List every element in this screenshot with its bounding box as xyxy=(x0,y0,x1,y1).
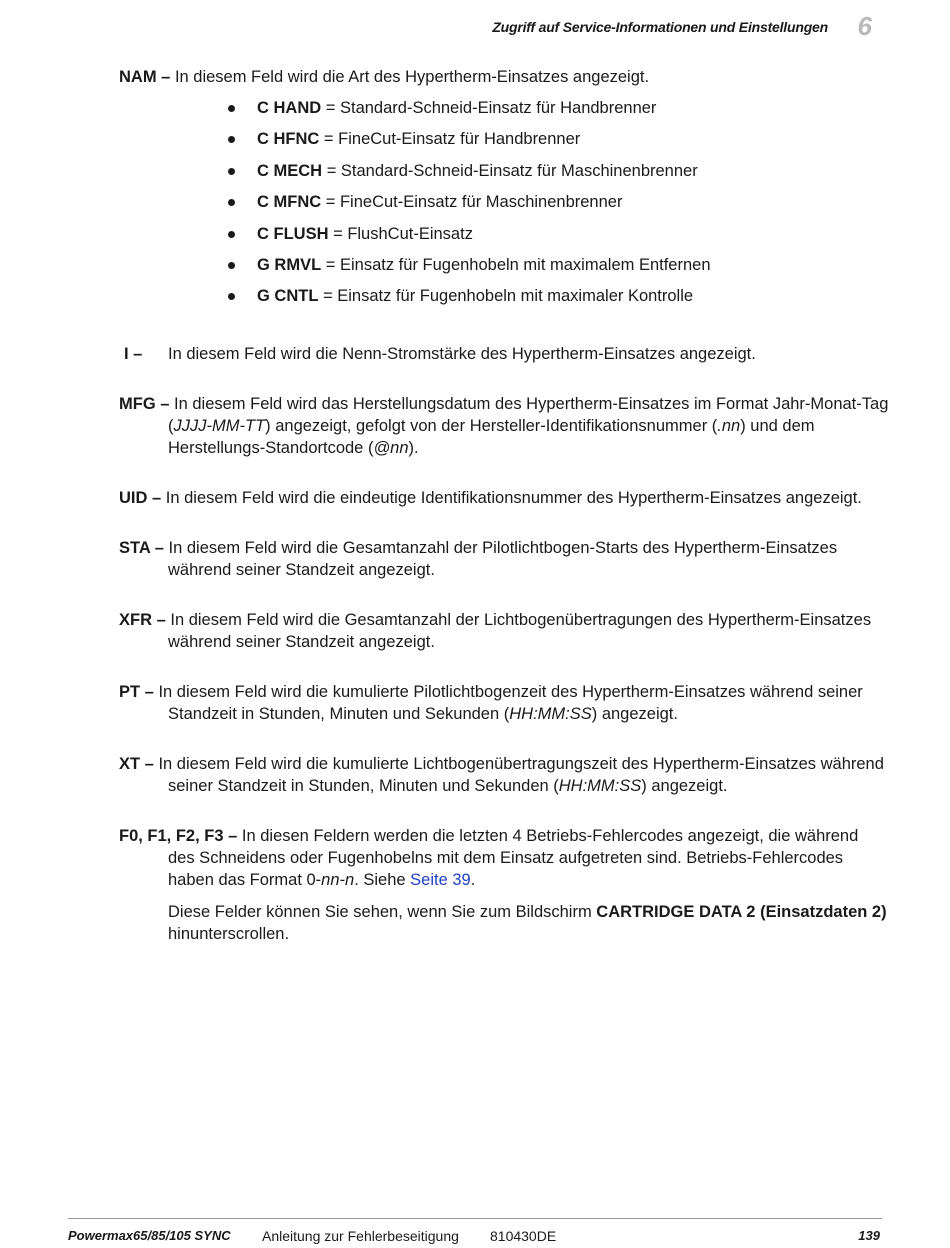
term-sta: STA – xyxy=(119,538,164,557)
xfr-description: In diesem Feld wird die Gesamtanzahl der Lichtbogenübertragungen des Hypertherm-Einsatzes während seiner Standzeit angezeigt. xyxy=(168,610,872,651)
entry-uid xyxy=(119,487,889,509)
type-code: C MECH xyxy=(257,161,323,180)
footer-page-number: 139 xyxy=(858,1228,880,1243)
footer-doc-code: 810430DE xyxy=(490,1228,557,1244)
term-pt: PT – xyxy=(119,682,154,701)
fault-codes-note xyxy=(168,901,889,945)
type-code: C FLUSH xyxy=(257,224,329,243)
type-desc: = Standard-Schneid-Einsatz für Handbrenner xyxy=(325,99,657,117)
list-item xyxy=(257,160,889,191)
screen-name: CARTRIDGE DATA 2 (Einsatzdaten 2) xyxy=(596,902,887,921)
footer-divider xyxy=(68,1218,882,1219)
term-mfg: MFG – xyxy=(119,394,170,413)
entry-sta xyxy=(119,537,889,581)
type-desc: = Einsatz für Fugenhobeln mit maximaler Kontrolle xyxy=(323,287,694,306)
term-i: I – xyxy=(124,344,143,363)
entry-xfr xyxy=(119,609,889,653)
list-item xyxy=(257,254,889,285)
pt-time-format: HH:MM:SS xyxy=(509,704,592,723)
term-uid: UID – xyxy=(119,488,162,507)
cartridge-type-list xyxy=(257,97,889,317)
entry-nam xyxy=(119,66,889,317)
f-code-format: nn-n xyxy=(321,870,355,889)
list-item xyxy=(257,223,889,254)
mfg-text-1: In diesem Feld wird das Herstellungsdatum des Hypertherm-Einsatzes im Format Jahr-Monat-Tag ( xyxy=(168,394,889,435)
type-code: G RMVL xyxy=(257,255,322,274)
entry-xt xyxy=(119,753,889,797)
list-item xyxy=(257,285,889,316)
type-code: G CNTL xyxy=(257,287,319,306)
type-code: C MFNC xyxy=(257,193,322,212)
page-link[interactable]: Seite 39 xyxy=(410,870,471,889)
i-description: In diesem Feld wird die Nenn-Stromstärke des Hypertherm-Einsatzes angezeigt. xyxy=(168,344,756,363)
entry-fault-codes xyxy=(119,825,889,945)
main-content xyxy=(119,66,889,973)
uid-description: In diesem Feld wird die eindeutige Identifikationsnummer des Hypertherm-Einsatzes angezeigt. xyxy=(165,488,862,507)
mfg-id-format: .nn xyxy=(717,416,741,435)
type-code: C HAND xyxy=(257,99,322,117)
pt-text-1: In diesem Feld wird die kumulierte Pilotlichtbogenzeit des Hypertherm-Einsatzes während seiner Standzeit in Stunden, Minuten und Sekunden ( xyxy=(158,682,863,723)
xt-time-format: HH:MM:SS xyxy=(558,776,642,795)
type-code: C HFNC xyxy=(257,130,320,149)
mfg-text-3: ) und dem Herstellungs-Standortcode ( xyxy=(168,416,815,457)
xt-text-2: ) angezeigt. xyxy=(641,776,728,795)
footer-guide-title: Anleitung zur Fehlerbeseitigung xyxy=(262,1228,459,1244)
f-text-3: . xyxy=(470,870,476,889)
chapter-number: 6 xyxy=(857,11,872,41)
type-desc: = Standard-Schneid-Einsatz für Maschinenbrenner xyxy=(326,161,698,180)
f-text-1: In diesen Feldern werden die letzten 4 Betriebs-Fehlercodes angezeigt, die während des Schneidens oder Fugenhobelns mit dem Einsatz aufgetreten sind. Betriebs-Fehlercodes haben das Format 0- xyxy=(168,826,859,889)
mfg-text-4: ). xyxy=(408,438,419,457)
term-xfr: XFR – xyxy=(119,610,166,629)
nam-description: In diesem Feld wird die Art des Hypertherm-Einsatzes angezeigt. xyxy=(174,68,650,86)
mfg-site-format: @nn xyxy=(373,438,409,457)
pt-text-2: ) angezeigt. xyxy=(591,704,678,723)
list-item xyxy=(257,97,889,128)
type-desc: = FlushCut-Einsatz xyxy=(333,224,473,243)
type-desc: = FineCut-Einsatz für Handbrenner xyxy=(323,130,581,149)
entry-i xyxy=(119,343,889,365)
term-nam: NAM – xyxy=(119,68,171,86)
list-item xyxy=(257,191,889,222)
entry-mfg xyxy=(119,393,889,459)
footer-product: Powermax65/85/105 SYNC xyxy=(68,1228,231,1243)
type-desc: = Einsatz für Fugenhobeln mit maximalem Entfernen xyxy=(325,255,711,274)
mfg-date-format: JJJJ-MM-TT xyxy=(173,416,266,435)
entry-pt xyxy=(119,681,889,725)
sta-description: In diesem Feld wird die Gesamtanzahl der Pilotlichtbogen-Starts des Hypertherm-Einsatzes während seiner Standzeit angezeigt. xyxy=(168,538,838,579)
note-text-2: hinunterscrollen. xyxy=(168,924,290,943)
term-xt: XT – xyxy=(119,754,154,773)
term-fault-codes: F0, F1, F2, F3 – xyxy=(119,826,238,845)
xt-text-1: In diesem Feld wird die kumulierte Lichtbogenübertragungszeit des Hypertherm-Einsatzes während seiner Standzeit in Stunden, Minuten und Sekunden ( xyxy=(158,754,884,795)
type-desc: = FineCut-Einsatz für Maschinenbrenner xyxy=(325,193,623,212)
note-text-1: Diese Felder können Sie sehen, wenn Sie zum Bildschirm xyxy=(168,902,597,921)
list-item xyxy=(257,128,889,159)
f-text-2: . Siehe xyxy=(354,870,411,889)
header-title: Zugriff auf Service-Informationen und Einstellungen xyxy=(492,19,828,35)
mfg-text-2: ) angezeigt, gefolgt von der Hersteller-Identifikationsnummer ( xyxy=(265,416,718,435)
